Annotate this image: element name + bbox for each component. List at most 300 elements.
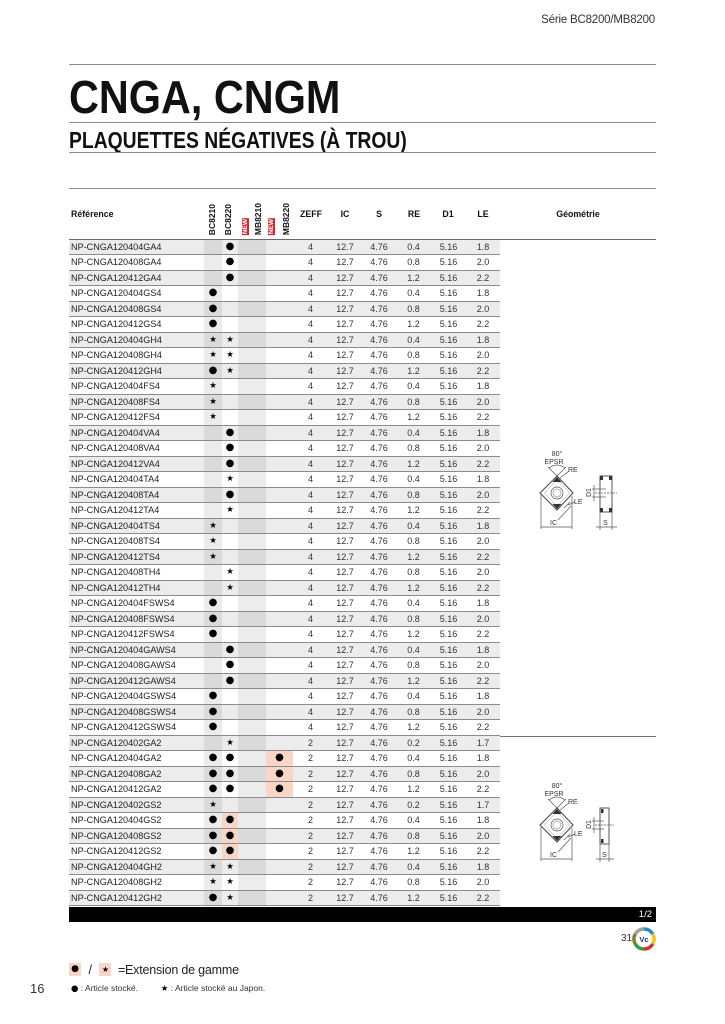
cell-re: 0.4 [407,241,420,252]
availability-mb8220 [266,426,293,441]
cell-s: 4.76 [370,722,388,732]
availability-mb8210 [238,565,266,580]
cell-le: 2.2 [476,784,490,794]
vc-logo-icon [632,927,656,951]
cell-s: 4.76 [370,489,388,500]
table-row [69,767,500,783]
geometry-label-re: RE [568,799,578,806]
cell-s: 4.76 [370,846,388,856]
cell-re: 0.4 [407,288,420,298]
availability-bc8220: ● [225,767,235,779]
availability-bc8220 [222,317,238,332]
cell-ic: 12.7 [336,241,354,252]
cell-re: 0.8 [407,567,420,577]
cnga-4-edge-insert-diagram-icon [520,440,640,540]
availability-mb8220 [266,348,293,363]
cell-le: 2.2 [476,412,490,422]
availability-mb8210 [238,333,266,348]
geometry-label-s: S [603,520,608,527]
cell-le: 2.0 [476,350,490,360]
availability-mb8210 [238,829,266,844]
table-row [69,782,500,798]
availability-mb8220 [266,519,293,534]
table-row [69,643,500,659]
cell-s: 4.76 [370,598,388,608]
cell-le: 1.8 [476,241,490,252]
cell-le: 2.2 [476,551,490,562]
availability-mb8220 [266,891,293,906]
availability-mb8220 [266,596,293,611]
table-row [69,860,500,876]
cell-ic: 12.7 [336,799,354,810]
table-footer-bar [69,907,656,922]
cell-ic: 12.7 [336,443,354,453]
table-row [69,581,500,597]
availability-bc8210: ● [204,829,222,844]
availability-mb8210 [238,643,266,658]
cell-zeff: 4 [307,443,313,453]
cell-le: 2.2 [476,722,490,732]
availability-mb8220 [266,565,293,580]
table-row [69,875,500,891]
legend-extension [69,962,239,978]
table-row [69,534,500,550]
column-header-re: RE [407,209,421,219]
availability-bc8220 [222,395,238,410]
cell-s: 4.76 [370,350,388,360]
table-row [69,844,500,860]
cell-ic: 12.7 [336,458,354,469]
cell-le: 2.0 [476,706,490,717]
table-row [69,798,500,814]
availability-mb8220 [266,364,293,379]
cell-d1: 5.16 [439,303,458,314]
availability-mb8210 [238,581,266,596]
cell-ic: 12.7 [336,784,354,794]
availability-mb8210 [238,348,266,363]
availability-mb8210 [238,689,266,704]
cell-ref: NP-CNGA120404TS4 [71,520,160,531]
cell-ic: 12.7 [336,582,354,593]
availability-mb8210 [238,782,266,797]
cell-d1: 5.16 [439,381,458,391]
cell-d1: 5.16 [439,567,458,577]
cell-zeff: 4 [307,660,313,670]
geometry-label-re: RE [568,467,578,474]
cell-ic: 12.7 [336,722,354,732]
availability-bc8220 [222,612,238,627]
cell-re: 0.8 [407,536,420,546]
cell-re: 0.8 [407,257,420,267]
legend-separator: / [88,962,92,977]
availability-bc8210: ● [204,364,222,379]
cell-le: 1.8 [476,861,490,872]
cell-ref: NP-CNGA120404GSWS4 [71,691,177,701]
cell-re: 1.2 [407,892,420,903]
divider [69,152,656,153]
availability-mb8210 [238,705,266,720]
cell-zeff: 4 [307,598,313,608]
cell-le: 2.2 [476,272,490,283]
availability-mb8220 [266,581,293,596]
cell-re: 1.2 [407,365,420,376]
cell-d1: 5.16 [439,846,458,856]
new-badge: NEW [268,219,275,235]
availability-mb8210 [238,457,266,472]
column-header-mb8210: MB8210 [253,203,263,236]
column-header-reference: Référence [71,209,114,219]
cell-s: 4.76 [370,319,388,329]
cell-le: 1.8 [476,288,490,298]
availability-bc8210: ★ [204,550,222,565]
cell-ref: NP-CNGA120408TA4 [71,489,160,500]
availability-bc8220 [222,705,238,720]
availability-bc8210 [204,581,222,596]
availability-bc8220 [222,379,238,394]
cell-s: 4.76 [370,861,388,872]
cell-le: 2.0 [476,613,490,624]
cell-d1: 5.16 [439,706,458,717]
cell-zeff: 4 [307,350,313,360]
cell-le: 2.2 [476,365,490,376]
table-header [69,188,656,240]
availability-mb8220 [266,658,293,673]
availability-bc8210: ● [204,689,222,704]
column-header-bc8220: BC8220 [223,204,233,236]
availability-bc8220: ★ [226,365,234,376]
cell-ic: 12.7 [336,598,354,608]
cell-d1: 5.16 [439,288,458,298]
availability-bc8210: ★ [204,410,222,425]
cell-zeff: 4 [307,257,313,267]
cell-s: 4.76 [370,675,388,686]
cell-re: 1.2 [407,272,420,283]
availability-bc8220: ● [225,457,235,469]
legend-dot-extension-icon: ● [69,963,81,976]
page-number: 16 [30,981,45,996]
availability-mb8220 [266,271,293,286]
availability-bc8220: ★ [226,474,234,484]
cell-zeff: 4 [307,582,313,593]
cell-d1: 5.16 [439,691,458,701]
cell-ref: NP-CNGA120412GA2 [71,784,162,794]
availability-bc8220: ● [225,271,235,283]
availability-mb8220 [266,286,293,301]
table-row [69,736,500,752]
cell-d1: 5.16 [439,582,458,593]
cell-s: 4.76 [370,272,388,283]
cell-le: 1.8 [476,474,490,484]
column-header-s: S [376,209,382,219]
cell-s: 4.76 [370,520,388,531]
geometry-label-angle: 80° [551,451,563,458]
cell-d1: 5.16 [439,660,458,670]
availability-bc8210: ★ [204,534,222,549]
series-label: Série BC8200/MB8200 [541,14,655,26]
cell-s: 4.76 [370,303,388,314]
availability-bc8210 [204,643,222,658]
availability-mb8220 [266,813,293,828]
cell-zeff: 4 [307,427,313,438]
table-row [69,255,500,271]
geometry-label-ic: IC [550,852,557,859]
availability-mb8210 [238,488,266,503]
availability-bc8210 [204,255,222,270]
cell-le: 2.0 [476,489,490,500]
availability-mb8220 [266,534,293,549]
availability-bc8210: ● [204,891,222,906]
cell-le: 2.0 [476,660,490,670]
availability-mb8220: ● [266,782,293,797]
cell-re: 0.4 [407,861,420,872]
cell-ref: NP-CNGA120402GA2 [71,737,162,748]
table-row [69,565,500,581]
cell-ref: NP-CNGA120412TH4 [71,582,161,593]
column-header-geometry: Géométrie [556,209,600,219]
cell-d1: 5.16 [439,489,458,500]
cell-le: 1.8 [476,381,490,391]
cell-d1: 5.16 [439,799,458,810]
cell-ic: 12.7 [336,272,354,283]
cell-ref: NP-CNGA120412GH2 [71,892,162,903]
availability-mb8210 [238,379,266,394]
cell-s: 4.76 [370,241,388,252]
column-header-d1: D1 [442,209,454,219]
availability-bc8220 [222,798,238,813]
table-row [69,503,500,519]
cell-le: 1.7 [476,737,490,748]
cell-d1: 5.16 [439,272,458,283]
cell-ic: 12.7 [336,474,354,484]
cell-zeff: 2 [307,892,313,903]
availability-bc8210 [204,441,222,456]
availability-bc8210: ● [204,751,222,766]
table-row [69,240,500,256]
cell-ic: 12.7 [336,551,354,562]
cell-zeff: 4 [307,458,313,469]
table-row [69,410,500,426]
table-row [69,813,500,829]
cell-ic: 12.7 [336,536,354,546]
table-row [69,550,500,566]
cell-ref: NP-CNGA120402GS2 [71,799,162,810]
table-row [69,286,500,302]
cell-le: 2.0 [476,303,490,314]
cell-ic: 12.7 [336,753,354,763]
availability-mb8210 [238,426,266,441]
cell-s: 4.76 [370,768,388,779]
cell-d1: 5.16 [439,861,458,872]
cell-ref: NP-CNGA120408VA4 [71,443,160,453]
availability-mb8210 [238,519,266,534]
cell-d1: 5.16 [439,443,458,453]
cell-ic: 12.7 [336,365,354,376]
cell-ref: NP-CNGA120408GS2 [71,830,162,841]
legend-stocked-label: : Article stocké. [80,983,138,993]
cell-zeff: 2 [307,784,313,794]
availability-bc8220 [222,302,238,317]
cell-s: 4.76 [370,412,388,422]
cell-s: 4.76 [370,753,388,763]
cell-ref: NP-CNGA120408GA2 [71,768,162,779]
availability-mb8210 [238,596,266,611]
cell-ref: NP-CNGA120408GSWS4 [71,706,177,717]
cell-re: 0.8 [407,613,420,624]
table-row [69,674,500,690]
cell-le: 2.2 [476,846,490,856]
availability-mb8220 [266,844,293,859]
availability-mb8210 [238,674,266,689]
cell-re: 1.2 [407,784,420,794]
availability-mb8220 [266,798,293,813]
cell-re: 0.2 [407,737,420,748]
cell-zeff: 4 [307,381,313,391]
legend-dot-icon: ● [71,984,79,994]
cell-s: 4.76 [370,784,388,794]
geometry-label-s: S [602,852,607,859]
cell-d1: 5.16 [439,458,458,469]
cell-re: 0.8 [407,768,420,779]
cell-d1: 5.16 [439,334,458,345]
availability-bc8220: ★ [226,567,234,577]
cell-s: 4.76 [370,381,388,391]
availability-mb8220 [266,457,293,472]
availability-mb8210 [238,286,266,301]
cell-zeff: 4 [307,319,313,329]
availability-bc8220: ★ [226,737,234,748]
cell-zeff: 4 [307,551,313,562]
availability-mb8210 [238,271,266,286]
cell-zeff: 4 [307,288,313,298]
availability-bc8210: ● [204,782,222,797]
availability-bc8210: ★ [204,860,222,875]
availability-bc8220: ★ [226,334,234,345]
availability-bc8210: ● [204,596,222,611]
cell-ref: NP-CNGA120408FSWS4 [71,613,175,624]
availability-mb8220 [266,674,293,689]
availability-bc8220 [222,286,238,301]
cell-d1: 5.16 [439,892,458,903]
availability-mb8220 [266,255,293,270]
cell-zeff: 2 [307,846,313,856]
cell-ic: 12.7 [336,334,354,345]
cell-d1: 5.16 [439,241,458,252]
availability-mb8210 [238,658,266,673]
cell-re: 0.4 [407,427,420,438]
availability-bc8220 [222,534,238,549]
cell-d1: 5.16 [439,644,458,655]
cell-d1: 5.16 [439,396,458,407]
availability-mb8210 [238,534,266,549]
cell-ref: NP-CNGA120412TA4 [71,505,160,515]
cell-ref: NP-CNGA120408GH4 [71,350,162,360]
availability-bc8210 [204,426,222,441]
cell-s: 4.76 [370,536,388,546]
cell-re: 0.2 [407,799,420,810]
table-row [69,271,500,287]
cell-ic: 12.7 [336,567,354,577]
cell-ic: 12.7 [336,629,354,639]
cell-ref: NP-CNGA120404GH4 [71,334,162,345]
table-row [69,720,500,736]
availability-mb8220 [266,612,293,627]
availability-mb8220 [266,705,293,720]
cell-re: 0.8 [407,396,420,407]
availability-bc8220: ★ [226,877,234,887]
table-row [69,333,500,349]
availability-bc8220: ★ [226,892,234,903]
cell-zeff: 2 [307,737,313,748]
availability-mb8220 [266,736,293,751]
cell-s: 4.76 [370,288,388,298]
cell-ic: 12.7 [336,396,354,407]
availability-mb8220 [266,317,293,332]
availability-mb8220 [266,627,293,642]
divider [69,64,656,65]
cell-le: 2.0 [476,536,490,546]
cell-ic: 12.7 [336,877,354,887]
cell-ic: 12.7 [336,489,354,500]
table-row [69,379,500,395]
availability-bc8210: ● [204,844,222,859]
availability-mb8220 [266,302,293,317]
availability-bc8220 [222,627,238,642]
cell-d1: 5.16 [439,675,458,686]
cell-ref: NP-CNGA120404GA2 [71,753,162,763]
availability-mb8210 [238,550,266,565]
cell-d1: 5.16 [439,365,458,376]
cell-d1: 5.16 [439,412,458,422]
cell-zeff: 4 [307,365,313,376]
cell-s: 4.76 [370,443,388,453]
legend-star-extension-icon: ★ [99,963,111,976]
availability-mb8210 [238,302,266,317]
cell-zeff: 4 [307,334,313,345]
geometry-label-epsr: EPSR [544,459,564,466]
table-body [69,240,500,907]
cell-d1: 5.16 [439,629,458,639]
cell-s: 4.76 [370,815,388,825]
cell-ref: NP-CNGA120412GH4 [71,365,162,376]
cell-ic: 12.7 [336,737,354,748]
availability-bc8210: ★ [204,519,222,534]
table-row [69,519,500,535]
cell-re: 0.4 [407,598,420,608]
geometry-label-le: LE [574,499,583,506]
cell-re: 0.8 [407,303,420,314]
cell-ic: 12.7 [336,644,354,655]
cell-ref: NP-CNGA120404GAWS4 [71,644,176,655]
cell-ic: 12.7 [336,505,354,515]
availability-mb8220: ● [266,767,293,782]
table-row [69,891,500,907]
availability-mb8220 [266,441,293,456]
availability-bc8220: ● [225,488,235,500]
page-reference: 31 [621,933,633,944]
availability-mb8220 [266,829,293,844]
cell-ref: NP-CNGA120412GS4 [71,319,162,329]
cell-re: 0.4 [407,520,420,531]
availability-bc8220: ● [225,643,235,655]
cell-ic: 12.7 [336,861,354,872]
availability-bc8210 [204,271,222,286]
cell-ref: NP-CNGA120404TA4 [71,474,160,484]
availability-mb8220: ● [266,751,293,766]
cell-zeff: 4 [307,536,313,546]
availability-mb8220 [266,395,293,410]
cell-ic: 12.7 [336,815,354,825]
cell-ref: NP-CNGA120404GA4 [71,241,162,252]
